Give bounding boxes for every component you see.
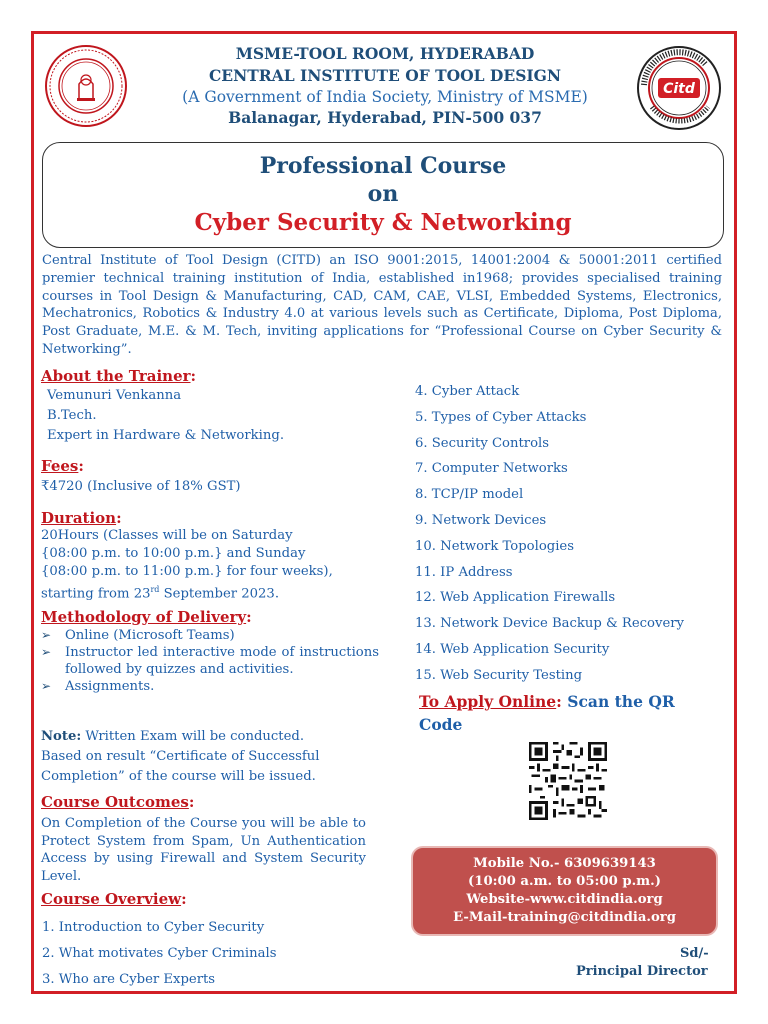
citd-logo [636,45,722,131]
header-society-line: (A Government of India Society, Ministry of MSME) [182,88,588,106]
trainer-heading: About the Trainer: [41,367,197,385]
msme-seal-logo [44,44,128,128]
header-institute-line: CENTRAL INSTITUTE OF TOOL DESIGN [208,66,562,85]
trainer-name: Vemunuri Venkanna [47,388,182,403]
contact-email-link[interactable]: E-Mail-training@citdindia.org [453,910,676,925]
course-title-line2: on [367,181,399,207]
arrow-bullet-icon: ➢ [41,645,52,659]
course-title-box [42,142,724,248]
list-item: 11. IP Address [415,564,513,580]
methodology-list [41,627,379,695]
list-item: ➢ Assignments. [41,679,155,694]
duration-line1: 20Hours (Classes will be on Saturday [41,528,293,543]
list-item: 6. Security Controls [415,435,550,451]
exam-note: Note: Written Exam will be conducted. Based on result “Certificate of Successful Completion” of the course will be issued. [41,729,320,784]
course-title-line1: Professional Course [259,153,507,179]
duration-heading: Duration: [41,509,122,527]
arrow-bullet-icon: ➢ [41,628,52,642]
list-item: 8. TCP/IP model [415,487,524,503]
list-item: 15. Web Security Testing [415,667,583,683]
duration-line4: starting from 23rd September 2023. [41,585,280,602]
list-item: ➢ Online (Microsoft Teams) [41,628,235,643]
list-item: 14. Web Application Security [415,641,610,657]
list-item: ➢ Instructor led interactive mode of instructions followed by quizzes and activities. [41,645,379,677]
list-item: 13. Network Device Backup & Recovery [415,616,685,632]
signature-title: Principal Director [576,964,708,979]
intro-paragraph: Central Institute of Tool Design (CITD) an ISO 9001:2015, 14001:2004 & 50001:2011 certified premier technical training institution of India, established in1968; provides specialised training courses in Tool Design & Manufacturing, CAD, CAM, CAE, VLSI, Embedded Systems, Electronics, Mechatronics, Robotics & Industry 4.0 at various levels such as Certificate, Diploma, Post Diploma, Post Graduate, M.E. & M. Tech, inviting applications for “Professional Course on Cyber Security & Networking”. [42,253,722,357]
trainer-degree: B.Tech. [47,408,97,423]
apply-online-text: To Apply Online: Scan the QR Code [419,692,675,734]
overview-list-left [42,918,276,995]
list-item: 4. Cyber Attack [415,384,520,399]
list-item: 12. Web Application Firewalls [415,590,616,606]
fees-value: ₹4720 (Inclusive of 18% GST) [41,479,241,494]
list-item: 10. Network Topologies [415,538,575,554]
methodology-heading: Methodology of Delivery: [41,608,252,626]
list-item: 9. Network Devices [415,512,547,528]
list-item: 1. Introduction to Cyber Security [42,920,265,935]
list-item: 2. What motivates Cyber Criminals [42,945,277,961]
outcomes-heading: Course Outcomes: [41,793,195,811]
arrow-bullet-icon: ➢ [41,679,52,693]
duration-line3: {08:00 p.m. to 11:00 p.m.} for four weeks), [41,564,333,579]
contact-info-box [411,846,718,936]
list-item: 5. Types of Cyber Attacks [415,409,587,425]
citd-logo-text: Citd [663,81,695,97]
header-org-line: MSME-TOOL ROOM, HYDERABAD [235,44,535,63]
signature-sd: Sd/- [680,946,709,961]
contact-hours: (10:00 a.m. to 05:00 p.m.) [468,874,661,889]
course-title-name: Cyber Security & Networking [194,209,572,236]
duration-line2: {08:00 p.m. to 10:00 p.m.} and Sunday [41,546,306,561]
qr-code-icon[interactable] [527,742,609,820]
trainer-expertise: Expert in Hardware & Networking. [47,428,285,443]
header-address-line: Balanagar, Hyderabad, PIN-500 037 [228,108,542,127]
fees-heading: Fees: [41,457,84,475]
overview-list-right [415,382,684,692]
overview-heading: Course Overview: [41,890,187,908]
contact-mobile[interactable]: Mobile No.- 6309639143 [473,856,656,871]
list-item: 3. Who are Cyber Experts [42,971,216,987]
contact-website-link[interactable]: Website-www.citdindia.org [466,892,663,907]
outcomes-text: On Completion of the Course you will be able to Protect System from Spam, Un Authentication Access by using Firewall and System Security Level. [41,816,366,884]
list-item: 7. Computer Networks [415,461,568,477]
